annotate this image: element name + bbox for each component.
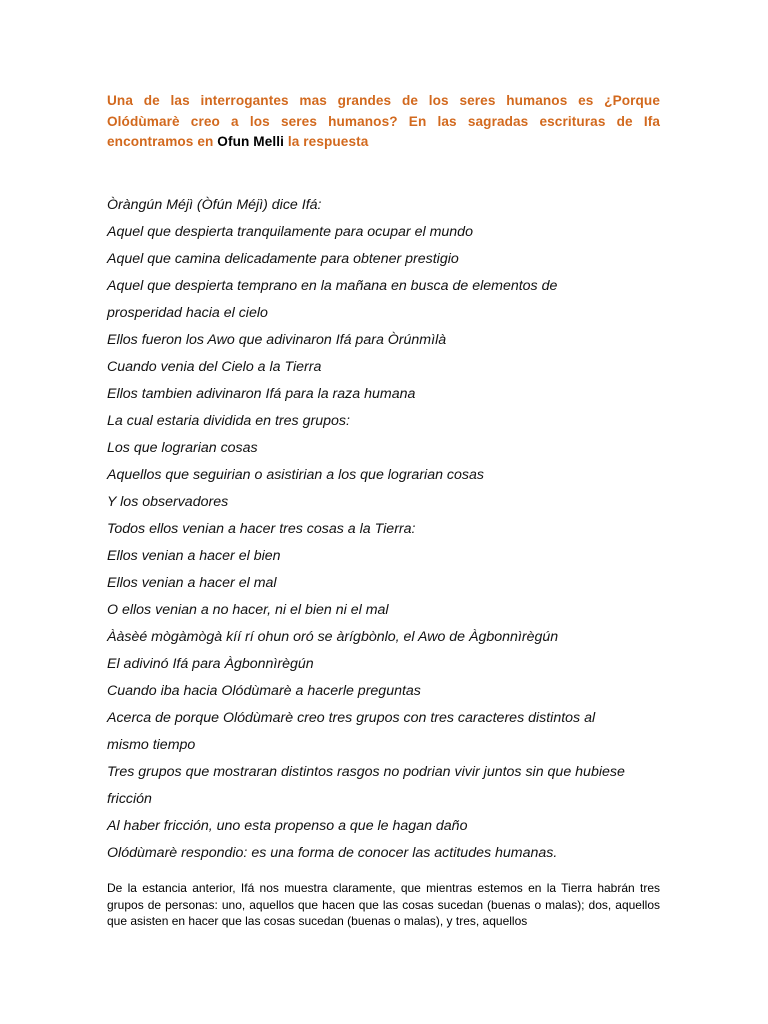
intro-text-part2: la respuesta — [283, 134, 369, 149]
verse-line: Aquel que despierta temprano en la mañana en busca de elementos de — [107, 278, 558, 294]
intro-text-part1: Una de las interrogantes mas grandes de los seres humanos es ¿Porque Olódùmarè creo a los seres humanos? En las sagradas escrituras de Ifa encontramos en — [107, 93, 660, 149]
verse-line: Todos ellos venian a hacer tres cosas a la Tierra: — [107, 521, 416, 537]
verse-line: Olódùmarè respondio: es una forma de conocer las actitudes humanas. — [107, 845, 558, 861]
verse-line: Ellos fueron los Awo que adivinaron Ifá para Òrúnmìlà — [107, 332, 447, 348]
verse-line: Cuando iba hacia Olódùmarè a hacerle preguntas — [107, 683, 421, 699]
verse-line: Aquel que despierta tranquilamente para ocupar el mundo — [107, 224, 473, 240]
verse-line: fricción — [107, 791, 152, 807]
verse-line: prosperidad hacia el cielo — [107, 305, 268, 321]
commentary-paragraph: De la estancia anterior, Ifá nos muestra claramente, que mientras estemos en la Tierra habrán tres grupos de personas: uno, aquellos que hacen que las cosas sucedan (buenas o malas); dos, aquellos que asisten en hacer que las cosas sucedan (buenas o malas), y tres, aquellos — [107, 881, 660, 928]
intro-paragraph — [107, 91, 660, 153]
verse-line: Ellos tambien adivinaron Ifá para la raza humana — [107, 386, 416, 402]
verse-line: Aquellos que seguirian o asistirian a los que lograrian cosas — [107, 467, 484, 483]
verse-list — [107, 192, 667, 867]
document-page — [107, 91, 660, 928]
verse-line: Ààsèé mògàmògà kíí rí ohun oró se àrígbònlo, el Awo de Àgbonnìrègún — [107, 629, 559, 645]
verse-line: Y los observadores — [107, 494, 229, 510]
verse-line: Tres grupos que mostraran distintos rasgos no podrian vivir juntos sin que hubiese — [107, 764, 625, 780]
verse-line: Òràngún Méjì (Òfún Méjì) dice Ifá: — [107, 197, 322, 213]
intro-highlight-ofun-melli: Ofun Melli — [217, 134, 284, 149]
verse-line: Cuando venia del Cielo a la Tierra — [107, 359, 322, 375]
verse-line: O ellos venian a no hacer, ni el bien ni el mal — [107, 602, 389, 618]
verse-line: Acerca de porque Olódùmarè creo tres grupos con tres caracteres distintos al — [107, 710, 596, 726]
verse-line: Ellos venian a hacer el mal — [107, 575, 277, 591]
verse-line: Ellos venian a hacer el bien — [107, 548, 281, 564]
verse-line: El adivinó Ifá para Àgbonnìrègún — [107, 656, 314, 672]
verse-line: Al haber fricción, uno esta propenso a que le hagan daño — [107, 818, 468, 834]
verse-line: Los que lograrian cosas — [107, 440, 258, 456]
verse-line: mismo tiempo — [107, 737, 196, 753]
verse-line: La cual estaria dividida en tres grupos: — [107, 413, 350, 429]
verse-line: Aquel que camina delicadamente para obtener prestigio — [107, 251, 459, 267]
